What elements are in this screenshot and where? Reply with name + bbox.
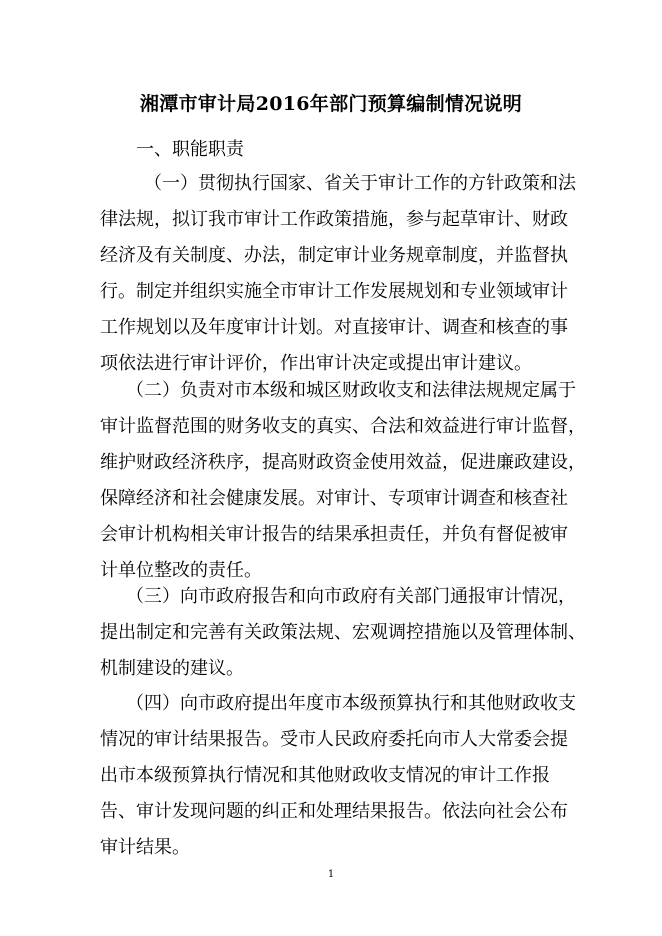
paragraph-2-line-5: 会审计机构相关审计报告的结果承担责任，并负有督促被审 [100,524,568,545]
paragraph-4-line-3: 出市本级预算执行情况和其他财政收支情况的审计工作报 [100,765,550,786]
paragraph-1-line-3: 经济及有关制度、办法，制定审计业务规章制度，并监督执 [100,245,568,266]
paragraph-4-line-2: 情况的审计结果报告。受市人民政府委托向市人大常委会提 [100,729,568,750]
document-title: 湘潭市审计局2016年部门预算编制情况说明 [139,93,523,115]
paragraph-2-line-1: （二）负责对市本级和城区财政收支和法律法规规定属于 [126,380,576,401]
paragraph-4-line-5: 审计结果。 [100,837,190,858]
paragraph-3-line-1: （三）向市政府报告和向市政府有关部门通报审计情况， [126,586,576,607]
paragraph-2-line-2: 审计监督范围的财务收支的真实、合法和效益进行审计监督， [100,416,586,437]
paragraph-3 [100,579,586,687]
paragraph-1 [100,166,576,382]
paragraph-2 [100,373,586,589]
page-number: 1 [327,869,335,880]
paragraph-2-line-6: 计单位整改的责任。 [100,560,262,581]
paragraph-4-line-4: 告、审计发现问题的纠正和处理结果报告。依法向社会公布 [100,801,568,822]
section-heading: 一、职能职责 [136,139,244,160]
paragraph-1-line-4: 行。制定并组织实施全市审计工作发展规划和专业领域审计 [100,281,568,302]
paragraph-4-line-1: （四）向市政府提出年度市本级预算执行和其他财政收支 [126,693,576,714]
paragraph-2-line-3: 维护财政经济秩序，提高财政资金使用效益，促进廉政建设， [100,452,586,473]
paragraph-1-line-6: 项依法进行审计评价，作出审计决定或提出审计建议。 [100,353,532,374]
paragraph-2-line-4: 保障经济和社会健康发展。对审计、专项审计调查和核查社 [100,488,568,509]
paragraph-4 [100,686,576,866]
paragraph-1-line-1: （一）贯彻执行国家、省关于审计工作的方针政策和法 [144,173,576,194]
paragraph-1-line-2: 律法规，拟订我市审计工作政策措施，参与起草审计、财政 [100,209,568,230]
paragraph-1-line-5: 工作规划以及年度审计计划。对直接审计、调查和核查的事 [100,317,568,338]
paragraph-3-line-2: 提出制定和完善有关政策法规、宏观调控措施以及管理体制、 [100,622,586,643]
paragraph-3-line-3: 机制建设的建议。 [100,658,244,679]
